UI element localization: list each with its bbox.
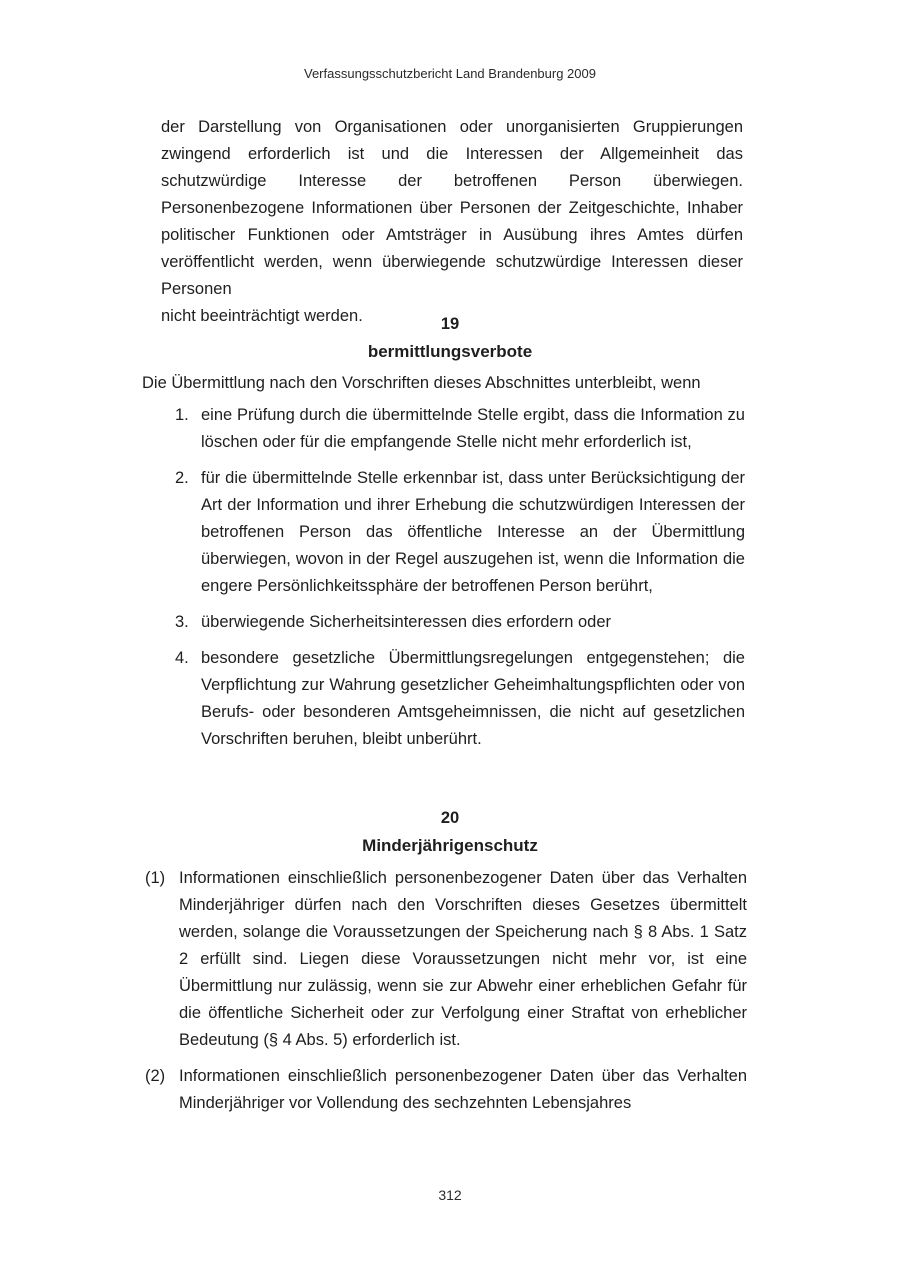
section-20-number: 20 (440, 809, 460, 827)
paragraph-text: Informationen einschließlich personenbezogener Daten über das Verhalten Minderjähriger vor Vollendung des sechzehnten Lebensjahres (179, 1067, 747, 1112)
paragraph-number: (2) (145, 1067, 166, 1085)
intro-last-line: nicht beeinträchtigt werden. (161, 307, 363, 325)
list-item-text: überwiegende Sicherheitsinteressen dies erfordern oder (201, 613, 611, 631)
list-item-text: besondere gesetzliche Übermittlungsregelungen entgegenstehen; die Verpflichtung zur Wahrung gesetzlicher Geheimhaltungspflichten oder von Berufs- oder besonderen Amtsgeheimnissen, die nicht auf gesetzlichen Vorschriften beruhen, bleibt unberührt. (201, 649, 745, 748)
section-20-paragraphs (145, 865, 747, 1126)
list-item-text: für die übermittelnde Stelle erkennbar ist, dass unter Berücksichtigung der Art der Information und ihrer Erhebung die schutzwürdigen Interessen der betroffenen Person das öffentliche Interesse an der Übermittlung überwiegen, wovon in der Regel auszugehen ist, wenn die Information die engere Persönlichkeitssphäre der betroffenen Person berührt, (201, 469, 745, 595)
list-item (175, 645, 745, 753)
page-number: 312 (438, 1187, 462, 1203)
paragraph-item (145, 1063, 747, 1117)
running-header: Verfassungsschutzbericht Land Brandenburg 2009 (304, 66, 596, 81)
list-item-number: 2. (175, 469, 189, 487)
section-19-list (175, 402, 745, 762)
list-item (175, 465, 745, 600)
section-19-lead: Die Übermittlung nach den Vorschriften dieses Abschnittes unterbleibt, wenn (142, 374, 701, 392)
list-item-number: 3. (175, 613, 189, 631)
section-19-title: bermittlungsverbote (367, 342, 533, 361)
section-19-number: 19 (440, 315, 460, 333)
paragraph-item (145, 865, 747, 1054)
section-20-title: Minderjährigenschutz (362, 836, 538, 855)
list-item-text: eine Prüfung durch die übermittelnde Stelle ergibt, dass die Information zu löschen oder für die empfangende Stelle nicht mehr erforderlich ist, (201, 406, 745, 451)
list-item-number: 1. (175, 406, 189, 424)
intro-text: der Darstellung von Organisationen oder unorganisierten Gruppierungen zwingend erforderlich ist und die Interessen der Allgemeinheit das schutzwürdige Interesse der betroffenen Person überwiegen. Personenbezogene Informationen über Personen der Zeitgeschichte, Inhaber politischer Funktionen oder Amtsträger in Ausübung ihres Amtes dürfen veröffentlicht werden, wenn überwiegende schutzwürdige Interessen dieser Personen (161, 118, 743, 298)
list-item (175, 402, 745, 456)
paragraph-text: Informationen einschließlich personenbezogener Daten über das Verhalten Minderjähriger dürfen nach den Vorschriften dieses Gesetzes übermittelt werden, solange die Voraussetzungen der Speicherung nach § 8 Abs. 1 Satz 2 erfüllt sind. Liegen diese Voraussetzungen nicht mehr vor, ist eine Übermittlung nur zulässig, wenn sie zur Abwehr einer erheblichen Gefahr für die öffentliche Sicherheit oder zur Verfolgung einer Straftat von erheblicher Bedeutung (§ 4 Abs. 5) erforderlich ist. (179, 869, 747, 1049)
list-item-number: 4. (175, 649, 189, 667)
paragraph-number: (1) (145, 869, 166, 887)
intro-paragraph (161, 114, 743, 330)
list-item (175, 609, 745, 636)
